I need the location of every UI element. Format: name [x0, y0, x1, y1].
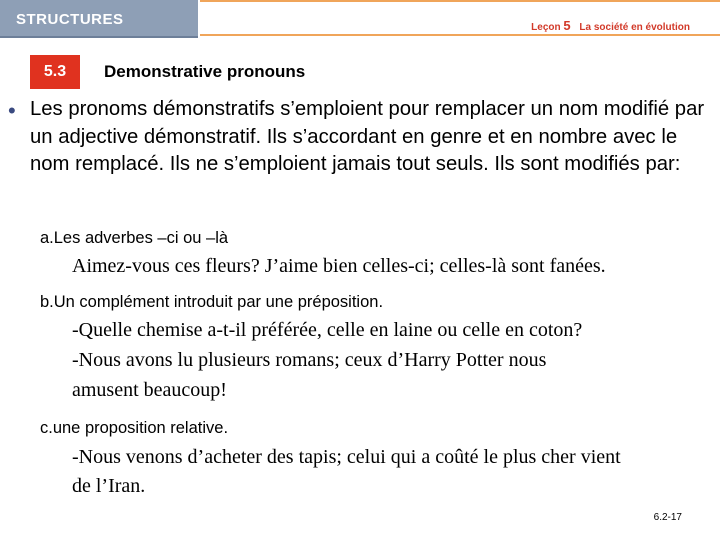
lesson-header: [200, 0, 720, 36]
structures-label: STRUCTURES: [16, 11, 124, 28]
item-b-example-1: -Quelle chemise a-t-il préférée, celle en laine ou celle en coton?: [72, 319, 583, 341]
bullet-icon: •: [8, 98, 16, 123]
lesson-title: La société en évolution: [579, 22, 690, 33]
item-b-example-2: -Nous avons lu plusieurs romans; ceux d’Harry Potter nous: [72, 349, 547, 371]
item-a-label: a.Les adverbes –ci ou –là: [40, 229, 229, 247]
structures-header: [0, 0, 198, 38]
item-b-label: b.Un complément introduit par une préposition.: [40, 293, 384, 311]
lesson-word: Leçon: [531, 22, 561, 33]
lesson-info: [531, 18, 690, 33]
page-number: 6.2-17: [653, 512, 682, 523]
lesson-number: 5: [563, 18, 571, 33]
item-c-label: c.une proposition relative.: [40, 419, 229, 437]
section-title: Demonstrative pronouns: [104, 62, 306, 81]
intro-paragraph: Les pronoms démonstratifs s’emploient pour remplacer un nom modifié par un adjective démonstratif. Ils s’accordant en genre et en nombre avec le nom remplacé. Ils ne s’emploient jamais tout seuls. Ils sont modifiés par:: [30, 98, 705, 175]
item-c-example-2: de l’Iran.: [72, 475, 146, 497]
item-b-example-3: amusent beaucoup!: [72, 379, 227, 401]
section-number-badge: 5.3: [30, 55, 80, 89]
item-a-example: Aimez-vous ces fleurs? J’aime bien celles-ci; celles-là sont fanées.: [72, 255, 606, 277]
item-c-example-1: -Nous venons d’acheter des tapis; celui qui a coûté le plus cher vient: [72, 446, 621, 468]
